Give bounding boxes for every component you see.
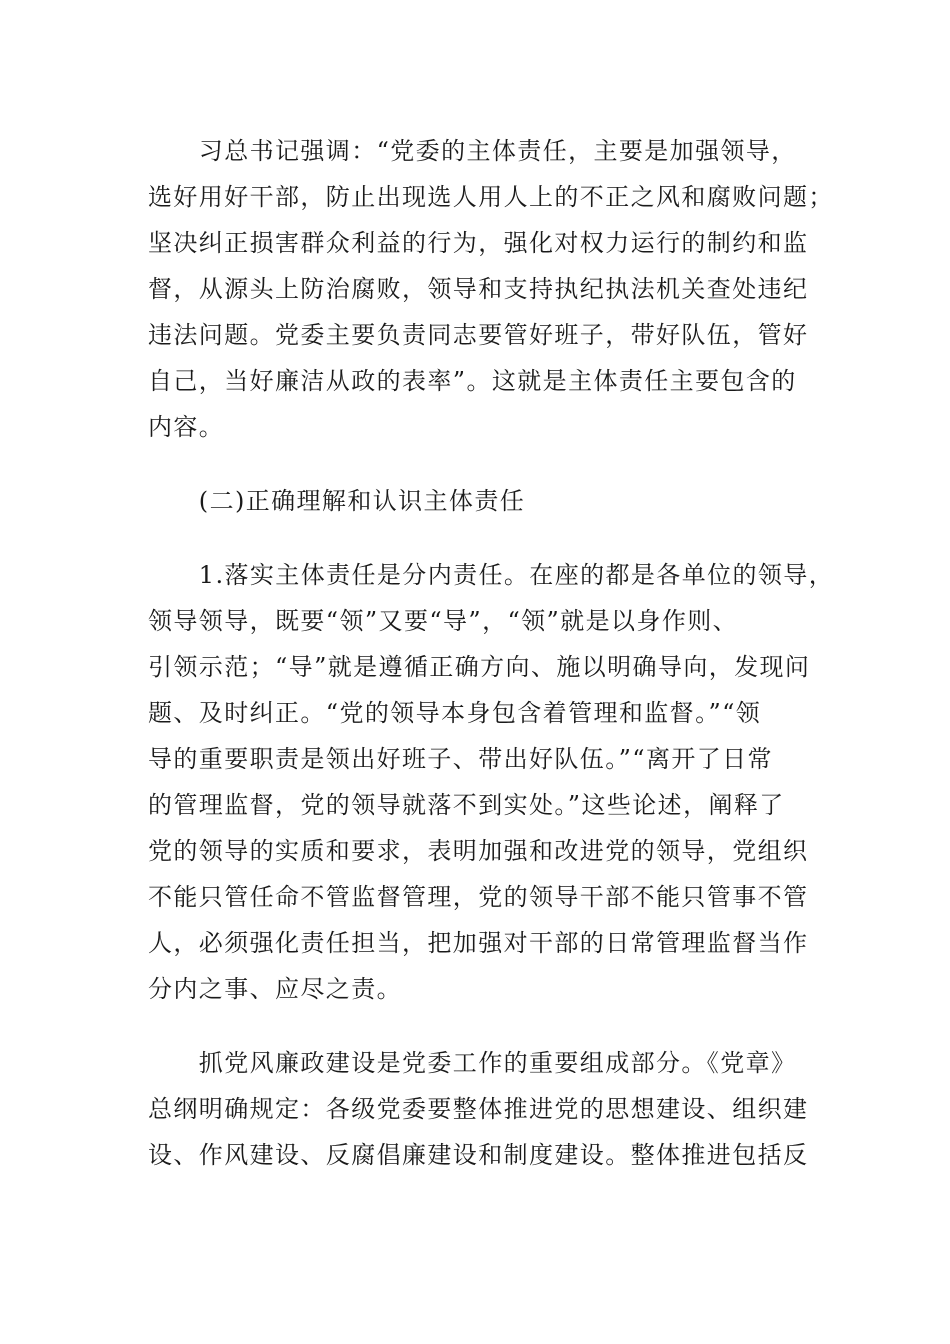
text-line: 坚决纠正损害群众利益的行为，强化对权力运行的制约和监 — [148, 229, 809, 257]
text-line: 违法问题。党委主要负责同志要管好班子，带好队伍，管好 — [148, 321, 809, 349]
text-line: 抓党风廉政建设是党委工作的重要组成部分。《党章》 — [148, 1049, 797, 1077]
section-heading — [148, 478, 808, 524]
paragraph-spacer — [148, 1012, 808, 1040]
text-line: 人，必须强化责任担当，把加强对干部的日常管理监督当作 — [148, 929, 809, 957]
text-line: 引领示范；“导”就是遵循正确方向、施以明确导向，发现问 — [148, 653, 811, 681]
text-line: 党的领导的实质和要求，表明加强和改进党的领导，党组织 — [148, 837, 809, 865]
text-line: 内容。 — [148, 413, 225, 441]
text-line: 督，从源头上防治腐败，领导和支持执纪执法机关查处违纪 — [148, 275, 809, 303]
paragraph-spacer — [148, 524, 808, 552]
text-line: 不能只管任命不管监督管理，党的领导干部不能只管事不管 — [148, 883, 809, 911]
text-line: 选好用好干部，防止出现选人用人上的不正之风和腐败问题； — [148, 183, 834, 211]
text-line: 领导领导，既要“领”又要“导”，“领”就是以身作则、 — [148, 607, 739, 635]
text-line: 的管理监督，党的领导就落不到实处。”这些论述，阐释了 — [148, 791, 785, 819]
text-line: (二)正确理解和认识主体责任 — [148, 487, 526, 515]
document-body — [148, 128, 835, 1178]
text-line: 分内之事、应尽之责。 — [148, 975, 402, 1003]
text-line: 习总书记强调：“党委的主体责任，主要是加强领导， — [148, 137, 797, 165]
text-line: 设、作风建设、反腐倡廉建设和制度建设。整体推进包括反 — [148, 1141, 809, 1169]
paragraph-party-building — [148, 1040, 808, 1178]
paragraph-responsibility-quote — [148, 128, 834, 450]
paragraph-spacer — [148, 450, 808, 478]
text-line: 自己，当好廉洁从政的表率”。这就是主体责任主要包含的 — [148, 367, 797, 395]
text-line: 1.落实主体责任是分内责任。在座的都是各单位的领导， — [148, 561, 835, 589]
paragraph-point-one — [148, 552, 835, 1012]
text-line: 题、及时纠正。“党的领导本身包含着管理和监督。”“领 — [148, 699, 762, 727]
text-line: 导的重要职责是领出好班子、带出好队伍。”“离开了日常 — [148, 745, 773, 773]
text-line: 总纲明确规定：各级党委要整体推进党的思想建设、组织建 — [148, 1095, 809, 1123]
